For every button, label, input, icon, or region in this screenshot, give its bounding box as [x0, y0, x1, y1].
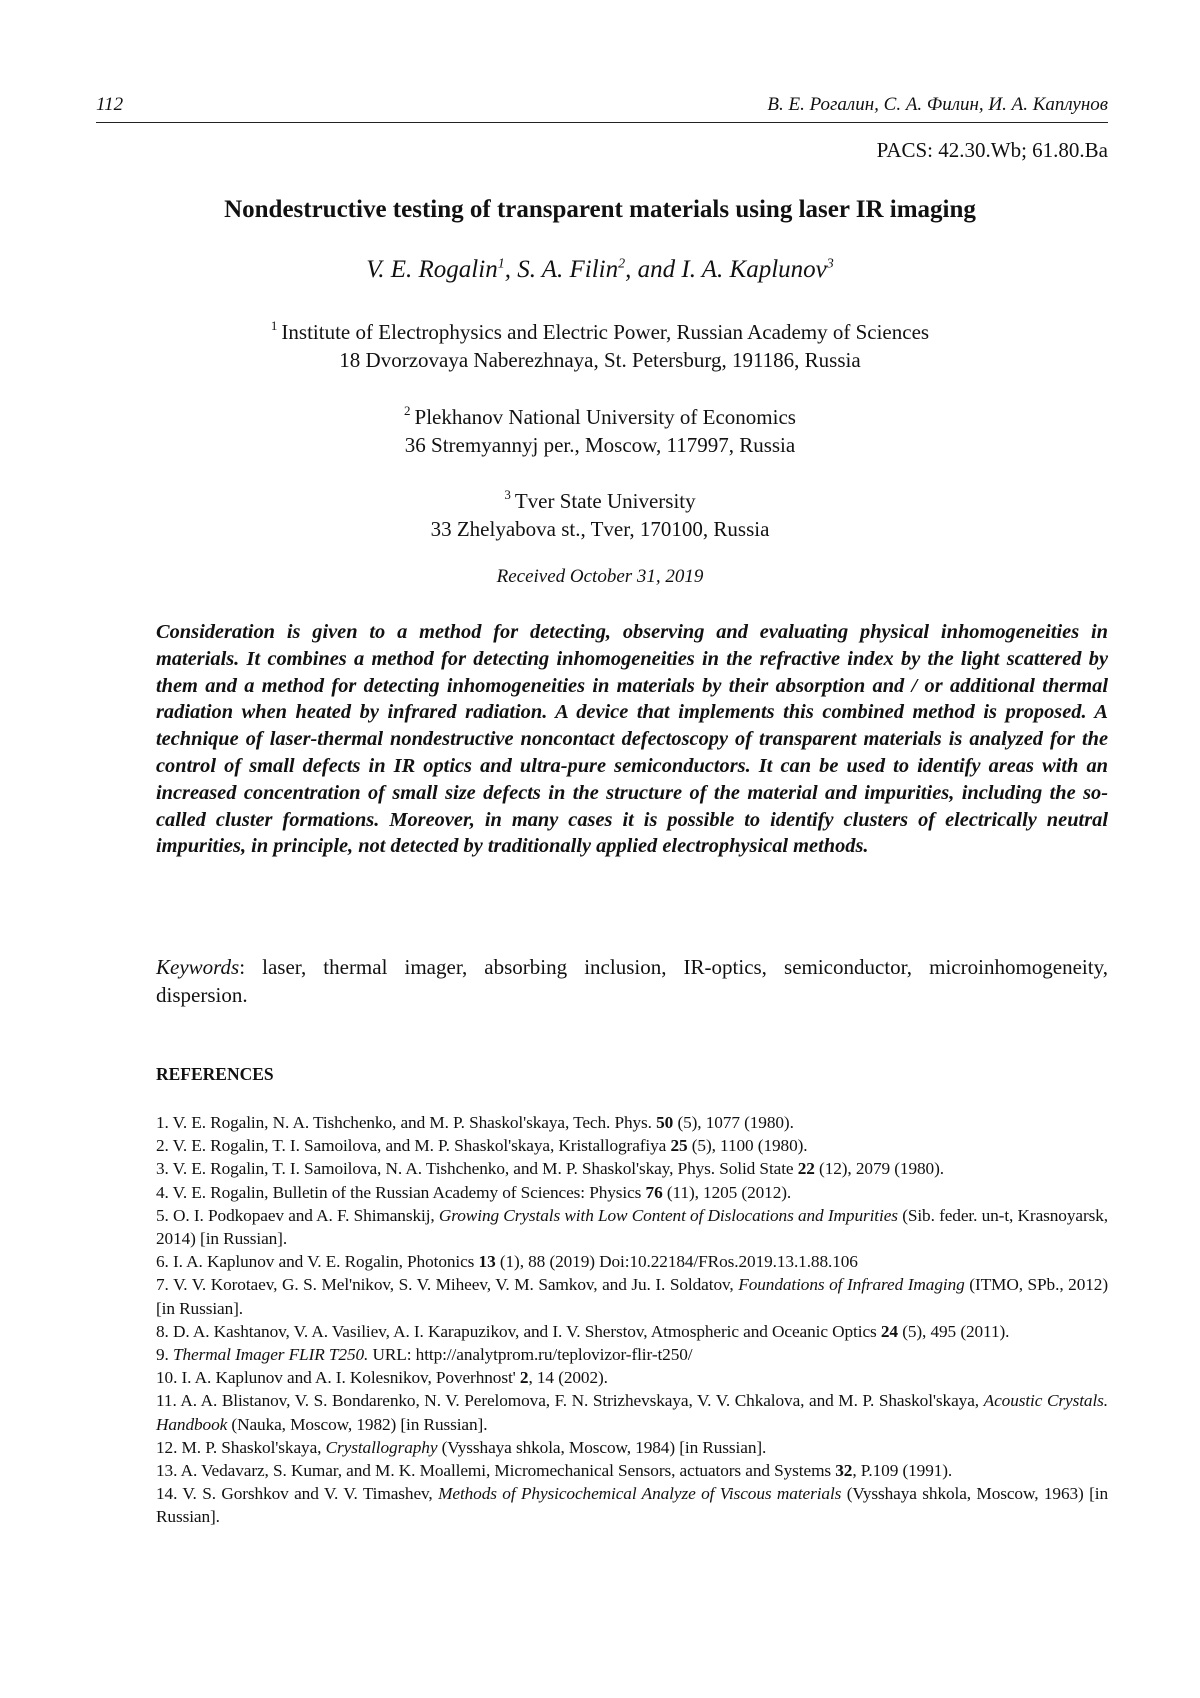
author-affiliation-mark: 3: [826, 256, 834, 272]
author-list: [0, 256, 1200, 284]
reference-item: [156, 1320, 1108, 1343]
reference-text: (Sib. feder. un-t, Krasnoyarsk, 2014) [in Russian].: [156, 1205, 1108, 1249]
reference-text: 5. O. I. Podkopaev and A. F. Shimanskij,: [156, 1205, 439, 1225]
reference-text: 6. I. A. Kaplunov and V. E. Rogalin, Photonics: [156, 1252, 479, 1272]
reference-text: , P.109 (1991).: [852, 1461, 953, 1481]
affiliation-number: 1: [270, 318, 278, 333]
reference-item: [156, 1273, 1108, 1319]
references-heading: REFERENCES: [156, 1064, 274, 1084]
reference-text: 11. A. A. Blistanov, V. S. Bondarenko, N. V. Perelomova, F. N. Strizhevskaya, V. V. Chkalova, and M. P. Shaskol'skaya,: [156, 1391, 984, 1411]
page-number: 112: [96, 94, 124, 115]
reference-text: (5), 1077 (1980).: [673, 1113, 794, 1132]
affiliation-number: 3: [504, 487, 511, 502]
affiliation-address: 33 Zhelyabova st., Tver, 170100, Russia: [430, 517, 770, 541]
affiliation-address: 36 Stremyannyj per., Moscow, 117997, Russia: [404, 433, 796, 457]
keywords-text: : laser, thermal imager, absorbing inclusion, IR-optics, semiconductor, microinhomogeneity, dispersion.: [156, 955, 1108, 1007]
affiliation-address: 18 Dvorzovaya Naberezhnaya, St. Petersburg, 191186, Russia: [339, 348, 861, 372]
paper-title: Nondestructive testing of transparent materials using laser IR imaging: [224, 196, 976, 223]
reference-text: , 14 (2002).: [528, 1368, 608, 1388]
reference-text: (11), 1205 (2012).: [662, 1182, 792, 1202]
running-head-authors: В. Е. Рогалин, С. А. Филин, И. А. Каплунов: [767, 94, 1108, 115]
affiliation-3: [0, 481, 1200, 543]
reference-volume: 25: [670, 1136, 688, 1156]
reference-title: Crystallography: [325, 1437, 438, 1457]
reference-text: (Vysshaya shkola, Moscow, 1984) [in Russian].: [437, 1437, 767, 1457]
reference-title: Methods of Physicochemical Analyze of Viscous materials: [438, 1484, 842, 1504]
reference-text: (1), 88 (2019) Doi:10.22184/FRos.2019.13.1.88.106: [495, 1252, 858, 1272]
reference-item: [156, 1157, 1108, 1180]
affiliation-2: [0, 397, 1200, 459]
author-affiliation-mark: 1: [497, 256, 505, 272]
reference-volume: 50: [656, 1113, 674, 1132]
reference-item: [156, 1366, 1108, 1389]
reference-item: [156, 1436, 1108, 1459]
reference-item: [156, 1181, 1108, 1204]
reference-text: 12. M. P. Shaskol'skaya,: [156, 1437, 326, 1457]
author-separator: , and: [625, 256, 682, 283]
reference-volume: 13: [478, 1252, 496, 1272]
reference-item: [156, 1389, 1108, 1435]
reference-text: (5), 495 (2011).: [897, 1321, 1010, 1341]
reference-text: 9.: [156, 1345, 173, 1365]
reference-item: [156, 1111, 1108, 1134]
reference-text: 7. V. V. Korotaev, G. S. Mel'nikov, S. V. Miheev, V. M. Samkov, and Ju. I. Soldatov,: [156, 1275, 739, 1295]
reference-text: 8. D. A. Kashtanov, V. A. Vasiliev, A. I. Karapuzikov, and I. V. Sherstov, Atmospheric and Oceanic Optics: [156, 1321, 881, 1341]
affiliation-institution: Institute of Electrophysics and Electric Power, Russian Academy of Sciences: [281, 320, 930, 344]
running-head: [96, 92, 1108, 123]
reference-item: [156, 1343, 1108, 1366]
reference-text: 1. V. E. Rogalin, N. A. Tishchenko, and M. P. Shaskol'skaya, Tech. Phys.: [156, 1113, 657, 1132]
author-name: S. A. Filin: [517, 256, 619, 283]
reference-text: 3. V. E. Rogalin, T. I. Samoilova, N. A. Tishchenko, and M. P. Shaskol'skay, Phys. Solid State: [156, 1159, 798, 1179]
pacs-codes: PACS: 42.30.Wb; 61.80.Ba: [876, 138, 1108, 162]
reference-item: [156, 1134, 1108, 1157]
reference-volume: 76: [645, 1182, 663, 1202]
reference-text: (Nauka, Moscow, 1982) [in Russian].: [227, 1414, 488, 1434]
reference-text: 10. I. A. Kaplunov and A. I. Kolesnikov, Poverhnost': [156, 1368, 520, 1388]
reference-item: [156, 1204, 1108, 1250]
reference-text: (12), 2079 (1980).: [814, 1159, 944, 1179]
received-date: Received October 31, 2019: [496, 566, 704, 587]
author-separator: ,: [504, 256, 518, 283]
keywords-label: Keywords: [156, 955, 240, 979]
reference-volume: 32: [835, 1461, 853, 1481]
affiliation-institution: Plekhanov National University of Economics: [414, 405, 796, 429]
affiliation-number: 2: [404, 403, 411, 418]
keywords: [156, 953, 1108, 1009]
author-name: V. E. Rogalin: [366, 256, 498, 283]
reference-volume: 24: [880, 1321, 898, 1341]
reference-item: [156, 1250, 1108, 1273]
author-name: I. A. Kaplunov: [681, 256, 827, 283]
reference-text: 14. V. S. Gorshkov and V. V. Timashev,: [156, 1484, 439, 1504]
affiliation-1: [0, 312, 1200, 374]
affiliation-institution: Tver State University: [514, 489, 696, 513]
reference-text: URL: http://analytprom.ru/teplovizor-flir-t250/: [368, 1345, 693, 1365]
references-list: [156, 1111, 1108, 1529]
author-affiliation-mark: 2: [618, 256, 626, 272]
reference-item: [156, 1459, 1108, 1482]
reference-title: Growing Crystals with Low Content of Dislocations and Impurities: [438, 1205, 898, 1225]
reference-text: (5), 1100 (1980).: [687, 1136, 808, 1156]
reference-volume: 22: [797, 1159, 815, 1179]
reference-item: [156, 1482, 1108, 1528]
reference-title: Acoustic Crystals. Handbook: [156, 1391, 1109, 1434]
reference-title: Foundations of Infrared Imaging: [738, 1275, 965, 1295]
reference-text: 2. V. E. Rogalin, T. I. Samoilova, and M. P. Shaskol'skaya, Kristallografiya: [156, 1136, 671, 1156]
reference-text: 4. V. E. Rogalin, Bulletin of the Russian Academy of Sciences: Physics: [156, 1182, 646, 1202]
reference-text: (Vysshaya shkola, Moscow, 1963) [in Russian].: [156, 1484, 1108, 1527]
reference-text: (ITMO, SPb., 2012) [in Russian].: [156, 1275, 1108, 1318]
reference-text: 13. A. Vedavarz, S. Kumar, and M. K. Moallemi, Micromechanical Sensors, actuators and Systems: [156, 1461, 836, 1481]
reference-title: Thermal Imager FLIR T250.: [172, 1345, 369, 1365]
reference-volume: 2: [519, 1368, 529, 1388]
abstract: Consideration is given to a method for detecting, observing and evaluating physical inhomogeneities in materials. It combines a method for detecting inhomogeneities in the refractive index by the light scattered by them and a method for detecting inhomogeneities in materials by their absorption and / or additional thermal radiation when heated by infrared radiation. A device that implements this combined method is proposed. A technique of laser-thermal nondestructive noncontact defectoscopy of transparent materials is analyzed for the control of small defects in IR optics and ultra-pure semiconductors. It can be used to identify areas with an increased concentration of small size defects in the structure of the material and impurities, including the so-called cluster formations. Moreover, in many cases it is possible to identify clusters of electrically neutral impurities, in principle, not detected by traditionally applied electrophysical methods.: [156, 621, 1108, 858]
